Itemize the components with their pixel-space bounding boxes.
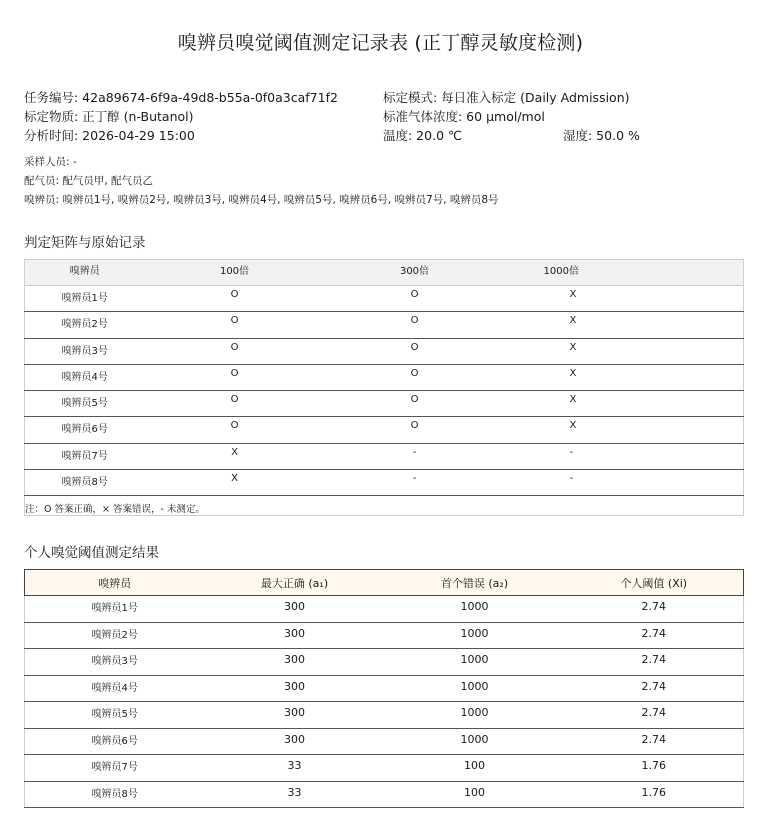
calibration-mode: 标定模式: 每日准入标定 (Daily Admission) <box>383 90 630 105</box>
panelist-name-cell: 嗅辨员6号 <box>25 417 145 443</box>
panelist-name-cell: 嗅辨员5号 <box>25 702 205 729</box>
threshold-results-table <box>24 569 744 808</box>
value-cell: O <box>325 312 505 338</box>
task-number: 任务编号: 42a89674-6f9a-49d8-b55a-0f0a3caf71f2 <box>24 90 338 105</box>
matrix-row <box>25 364 744 390</box>
value-cell: X <box>505 338 744 364</box>
value-cell: 2.74 <box>565 702 744 729</box>
matrix-section-title: 判定矩阵与原始记录 <box>24 235 146 251</box>
value-cell: O <box>325 338 505 364</box>
value-cell: 300 <box>205 675 385 702</box>
value-cell: O <box>145 391 325 417</box>
value-cell: - <box>505 470 744 496</box>
panelists-line: 嗅辨员: 嗅辨员1号, 嗅辨员2号, 嗅辨员3号, 嗅辨员4号, 嗅辨员5号, 嗅辨员6号, 嗅辨员7号, 嗅辨员8号 <box>24 194 499 206</box>
value-cell: 33 <box>205 781 385 808</box>
matrix-header-cell: 嗅辨员 <box>25 260 145 286</box>
panelist-name-cell: 嗅辨员4号 <box>25 675 205 702</box>
value-cell: 1000 <box>385 649 565 676</box>
value-cell: O <box>325 364 505 390</box>
value-cell: 300 <box>205 728 385 755</box>
results-row <box>25 781 744 808</box>
judgement-matrix-table <box>24 259 744 516</box>
value-cell: 2.74 <box>565 596 744 623</box>
panelist-name-cell: 嗅辨员7号 <box>25 755 205 782</box>
value-cell: X <box>505 364 744 390</box>
temperature: 温度: 20.0 ℃ <box>383 128 463 143</box>
value-cell: O <box>145 338 325 364</box>
results-row <box>25 728 744 755</box>
value-cell: 1000 <box>385 622 565 649</box>
value-cell: O <box>325 286 505 312</box>
analysis-time: 分析时间: 2026-04-29 15:00 <box>24 128 195 143</box>
gas-concentration: 标准气体浓度: 60 μmol/mol <box>383 109 545 124</box>
matrix-row <box>25 470 744 496</box>
results-row <box>25 649 744 676</box>
results-row <box>25 596 744 623</box>
value-cell: 1.76 <box>565 755 744 782</box>
panelist-name-cell: 嗅辨员7号 <box>25 443 145 469</box>
value-cell: X <box>505 417 744 443</box>
value-cell: 2.74 <box>565 622 744 649</box>
matrix-note-row <box>25 496 744 516</box>
value-cell: X <box>145 443 325 469</box>
results-header-cell: 嗅辨员 <box>25 570 205 596</box>
panelist-name-cell: 嗅辨员3号 <box>25 338 145 364</box>
results-row <box>25 702 744 729</box>
matrix-row <box>25 391 744 417</box>
value-cell: - <box>505 443 744 469</box>
matrix-row <box>25 443 744 469</box>
results-row <box>25 755 744 782</box>
results-header-cell: 个人阈值 (Xi) <box>565 570 744 596</box>
results-header-row <box>25 570 744 596</box>
calibration-substance: 标定物质: 正丁醇 (n-Butanol) <box>24 109 194 124</box>
panelist-name-cell: 嗅辨员5号 <box>25 391 145 417</box>
panelist-name-cell: 嗅辨员4号 <box>25 364 145 390</box>
value-cell: 100 <box>385 755 565 782</box>
value-cell: 100 <box>385 781 565 808</box>
matrix-header-cell: 300倍 <box>325 260 505 286</box>
value-cell: X <box>505 312 744 338</box>
value-cell: 300 <box>205 702 385 729</box>
value-cell: 300 <box>205 596 385 623</box>
humidity: 湿度: 50.0 % <box>563 128 640 143</box>
panelist-name-cell: 嗅辨员6号 <box>25 728 205 755</box>
value-cell: 1000 <box>385 702 565 729</box>
panelist-name-cell: 嗅辨员8号 <box>25 470 145 496</box>
results-header-cell: 最大正确 (a₁) <box>205 570 385 596</box>
value-cell: X <box>145 470 325 496</box>
value-cell: 1000 <box>385 728 565 755</box>
value-cell: - <box>325 470 505 496</box>
matrix-row <box>25 417 744 443</box>
value-cell: 300 <box>205 622 385 649</box>
matrix-header-cell: 100倍 <box>145 260 325 286</box>
value-cell: O <box>145 364 325 390</box>
panelist-name-cell: 嗅辨员3号 <box>25 649 205 676</box>
value-cell: 300 <box>205 649 385 676</box>
value-cell: 33 <box>205 755 385 782</box>
panelist-name-cell: 嗅辨员1号 <box>25 286 145 312</box>
value-cell: O <box>145 312 325 338</box>
matrix-row <box>25 286 744 312</box>
results-row <box>25 675 744 702</box>
panelist-name-cell: 嗅辨员1号 <box>25 596 205 623</box>
matrix-header-row <box>25 260 744 286</box>
panelist-name-cell: 嗅辨员8号 <box>25 781 205 808</box>
matrix-row <box>25 338 744 364</box>
sampler-line: 采样人员: - <box>24 156 77 168</box>
matrix-row <box>25 312 744 338</box>
value-cell: O <box>145 417 325 443</box>
value-cell: 1000 <box>385 675 565 702</box>
value-cell: X <box>505 286 744 312</box>
value-cell: 2.74 <box>565 675 744 702</box>
value-cell: 1000 <box>385 596 565 623</box>
value-cell: X <box>505 391 744 417</box>
value-cell: O <box>325 391 505 417</box>
value-cell: O <box>325 417 505 443</box>
value-cell: 1.76 <box>565 781 744 808</box>
results-section-title: 个人嗅觉阈值测定结果 <box>24 545 159 561</box>
legend-note: 注：O 答案正确，× 答案错误，- 未测定。 <box>25 496 744 516</box>
results-header-cell: 首个错误 (a₂) <box>385 570 565 596</box>
value-cell: - <box>325 443 505 469</box>
results-row <box>25 622 744 649</box>
value-cell: 2.74 <box>565 728 744 755</box>
page-title: 嗅辨员嗅觉阈值测定记录表 (正丁醇灵敏度检测) <box>177 32 584 54</box>
panelist-name-cell: 嗅辨员2号 <box>25 622 205 649</box>
matrix-header-cell: 1000倍 <box>505 260 744 286</box>
panelist-name-cell: 嗅辨员2号 <box>25 312 145 338</box>
value-cell: O <box>145 286 325 312</box>
value-cell: 2.74 <box>565 649 744 676</box>
gas-preparer-line: 配气员: 配气员甲, 配气员乙 <box>24 175 154 187</box>
